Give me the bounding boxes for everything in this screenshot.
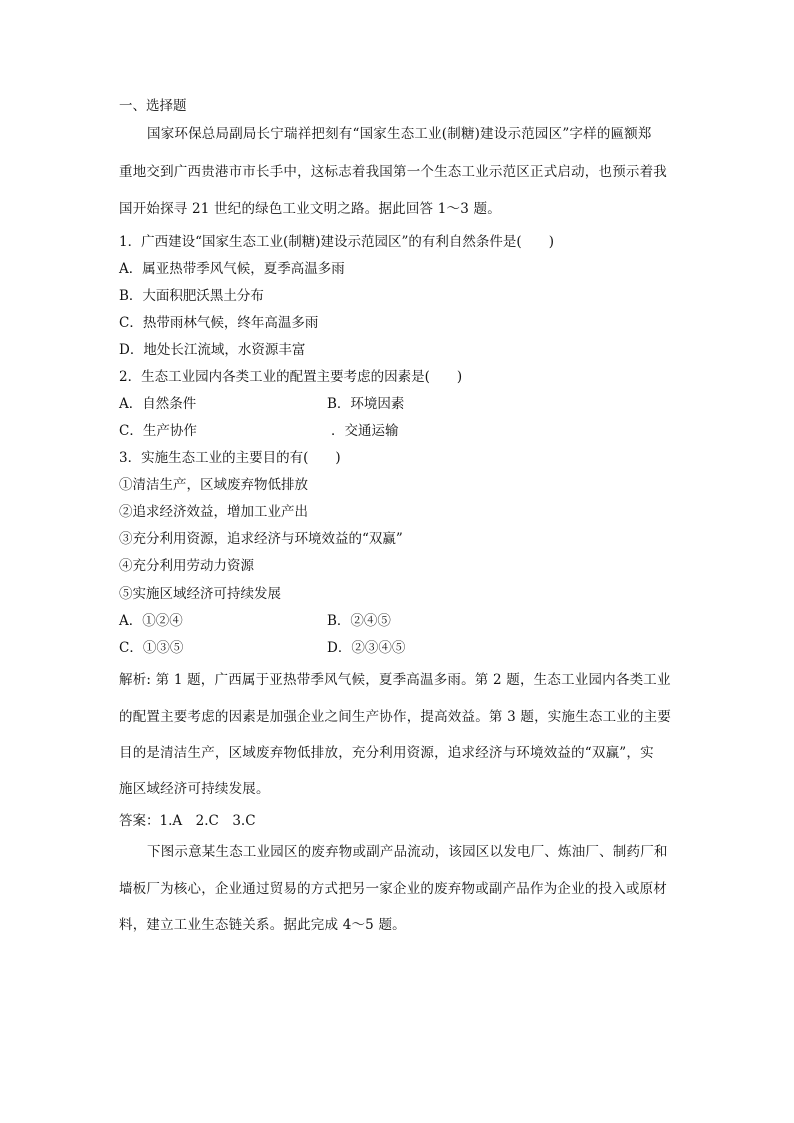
intro-line-1: 国家环保总局副局长宁瑞祥把刻有“国家生态工业(制糖)建设示范园区”字样的匾额郑 xyxy=(147,126,652,142)
intro2-line-3: 料，建立工业生态链关系。据此完成 4～5 题。 xyxy=(119,917,406,933)
analysis-line-3: 目的是清洁生产，区域废弃物低排放，充分利用资源，追求经济与环境效益的“双赢”，实 xyxy=(119,745,654,761)
intro-line-2: 重地交到广西贵港市市长手中，这标志着我国第一个生态工业示范区正式启动，也预示着我 xyxy=(119,164,667,180)
question-3-option-c: C．①③⑤ xyxy=(119,640,184,656)
intro2-line-2: 墙板厂为核心，企业通过贸易的方式把另一家企业的废弃物或副产品作为企业的投入或原材 xyxy=(119,881,667,897)
question-2-option-b: B．环境因素 xyxy=(327,396,405,412)
section-title: 一、选择题 xyxy=(119,98,187,114)
question-3-option-a: A．①②④ xyxy=(119,613,183,629)
question-3-item-1: ①清洁生产，区域废弃物低排放 xyxy=(119,477,308,493)
intro-line-3: 国开始探寻 21 世纪的绿色工业文明之路。据此回答 1～3 题。 xyxy=(119,201,501,217)
question-1-option-c: C．热带雨林气候，终年高温多雨 xyxy=(119,315,319,331)
question-1-stem: 1．广西建设“国家生态工业(制糖)建设示范园区”的有利自然条件是( ) xyxy=(119,234,554,250)
answer-line: 答案：1.A 2.C 3.C xyxy=(119,813,256,829)
question-2-option-a: A．自然条件 xyxy=(119,396,197,412)
question-1-option-a: A．属亚热带季风气候，夏季高温多雨 xyxy=(119,261,345,277)
question-3-option-d: D．②③④⑤ xyxy=(327,640,406,656)
question-3-item-2: ②追求经济效益，增加工业产出 xyxy=(119,504,308,520)
question-2-stem: 2．生态工业园内各类工业的配置主要考虑的因素是( ) xyxy=(119,369,463,385)
question-3-stem: 3．实施生态工业的主要目的有( ) xyxy=(119,450,341,466)
question-3-item-4: ④充分利用劳动力资源 xyxy=(119,558,254,574)
analysis-line-1: 解析: 第 1 题，广西属于亚热带季风气候，夏季高温多雨。第 2 题，生态工业园内各类工业 xyxy=(119,672,671,688)
question-2-option-c: C．生产协作 xyxy=(119,423,197,439)
question-3-option-b: B．②④⑤ xyxy=(327,613,391,629)
analysis-line-2: 的配置主要考虑的因素是加强企业之间生产协作，提高效益。第 3 题，实施生态工业的主要 xyxy=(119,709,672,725)
analysis-line-4: 施区域经济可持续发展。 xyxy=(119,781,270,797)
question-2-option-d: ．交通运输 xyxy=(331,423,399,439)
question-1-option-b: B．大面积肥沃黑土分布 xyxy=(119,288,264,304)
question-3-item-3: ③充分利用资源，追求经济与环境效益的“双赢” xyxy=(119,531,403,547)
question-1-option-d: D．地处长江流域，水资源丰富 xyxy=(119,342,306,358)
intro2-line-1: 下图示意某生态工业园区的废弃物或副产品流动，该园区以发电厂、炼油厂、制药厂和 xyxy=(147,844,668,860)
question-3-item-5: ⑤实施区域经济可持续发展 xyxy=(119,586,281,602)
